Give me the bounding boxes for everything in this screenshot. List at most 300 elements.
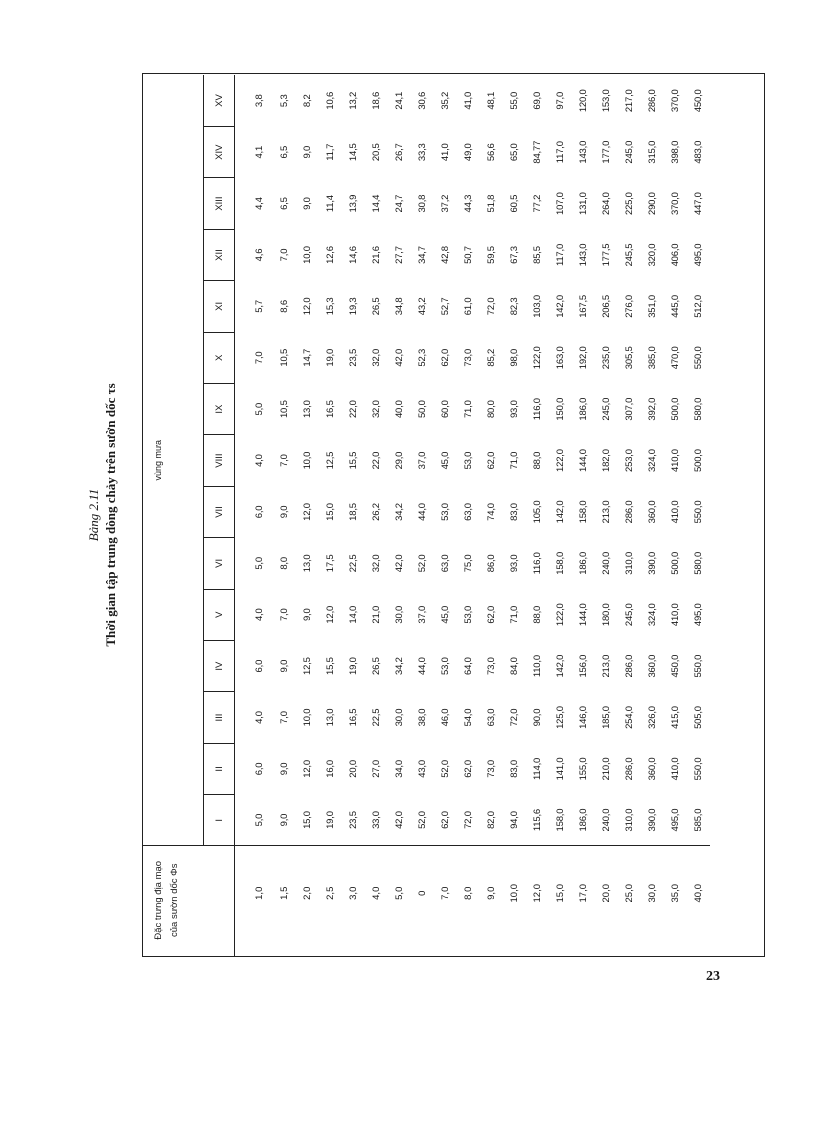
value-cell: 6,0 [253, 762, 265, 776]
value-cell: 63,0 [440, 554, 451, 573]
table-row [526, 75, 549, 956]
value-cell: 116,0 [532, 398, 543, 421]
value-cell: 4,1 [253, 145, 265, 159]
value-cell: 9,0 [279, 813, 290, 827]
value-cell: 75,0 [463, 554, 474, 573]
value-cell: 10,0 [302, 246, 313, 264]
value-cell: 41,0 [440, 143, 451, 162]
value-cell: 286,0 [624, 757, 635, 781]
value-cell: 23,5 [348, 348, 359, 367]
value-cell: 88,0 [532, 451, 543, 470]
value-cell: 20,0 [348, 760, 359, 778]
value-cell: 286,0 [624, 654, 635, 678]
value-cell: 7,0 [279, 711, 290, 724]
value-cell: 33,3 [417, 143, 428, 162]
value-cell: 35,2 [440, 91, 451, 110]
value-cell: 73,0 [486, 760, 497, 778]
value-cell: 4,0 [253, 454, 265, 467]
value-cell: 73,0 [486, 657, 497, 675]
value-cell: 86,0 [486, 554, 497, 573]
value-cell: 26,5 [371, 297, 382, 316]
value-cell: 9,0 [302, 197, 313, 210]
value-cell: 146,0 [578, 706, 589, 729]
value-cell: 26,2 [371, 503, 382, 521]
value-cell: 32,0 [371, 400, 382, 419]
value-cell: 26,5 [371, 657, 382, 675]
value-cell: 21,0 [371, 605, 382, 624]
value-cell: 310,0 [624, 551, 635, 575]
value-cell: 144,0 [578, 603, 589, 627]
table-row [388, 75, 411, 956]
value-cell: 235,0 [601, 346, 612, 370]
value-cell: 13,9 [348, 194, 359, 213]
value-cell: 4,0 [253, 711, 265, 724]
value-cell: 49,0 [463, 143, 474, 162]
value-cell: 186,0 [578, 551, 589, 575]
value-cell: 84,77 [532, 140, 543, 164]
data-table [143, 75, 710, 956]
value-cell: 225,0 [624, 192, 635, 216]
value-cell: 93,0 [509, 554, 520, 573]
value-cell: 73,0 [463, 348, 474, 367]
value-cell: 60,0 [440, 400, 451, 419]
value-cell: 55,0 [509, 91, 520, 110]
table-row [549, 75, 572, 956]
phi-cell: 40,0 [687, 846, 710, 956]
value-cell: 410,0 [670, 757, 681, 781]
corner-header [143, 846, 235, 956]
value-cell: 44,3 [463, 194, 474, 213]
value-cell: 14,7 [302, 348, 313, 367]
value-cell: 286,0 [647, 89, 658, 113]
value-cell: 43,0 [417, 760, 428, 778]
value-cell: 370,0 [670, 89, 681, 113]
rotated-page-content [85, 57, 765, 957]
value-cell: 10,0 [302, 708, 313, 727]
value-cell: 495,0 [693, 603, 704, 627]
value-cell: 177,0 [601, 140, 612, 164]
value-cell: 415,0 [670, 706, 681, 729]
value-cell: 11,7 [325, 143, 336, 161]
zone-column-header: V [204, 589, 235, 640]
value-cell: 217,0 [624, 89, 635, 113]
value-cell: 8,0 [279, 557, 290, 570]
value-cell: 85,5 [532, 246, 543, 264]
value-cell: 186,0 [578, 808, 589, 832]
value-cell: 495,0 [693, 243, 704, 267]
value-cell: 290,0 [647, 192, 658, 216]
value-cell: 580,0 [693, 551, 704, 575]
value-cell: 315,0 [647, 140, 658, 164]
value-cell: 4,4 [253, 197, 265, 210]
value-cell: 19,0 [325, 811, 336, 829]
table-row [342, 75, 365, 956]
value-cell: 52,7 [440, 297, 451, 316]
table-row [480, 75, 503, 956]
phi-cell: 12,0 [526, 846, 549, 956]
value-cell: 264,0 [601, 192, 612, 216]
value-cell: 125,0 [555, 706, 566, 729]
phi-cell: 15,0 [549, 846, 572, 956]
value-cell: 206,5 [601, 295, 612, 318]
zone-column-header: VII [204, 486, 235, 537]
value-cell: 360,0 [647, 757, 658, 781]
value-cell: 14,5 [348, 143, 359, 162]
value-cell: 324,0 [647, 449, 658, 472]
value-cell: 142,0 [555, 654, 566, 678]
value-cell: 105,0 [532, 500, 543, 524]
value-cell: 56,6 [486, 143, 497, 162]
table-row [664, 75, 687, 956]
value-cell: 512,0 [693, 295, 704, 318]
table-row [457, 75, 480, 956]
table-title: Thời gian tập trung dòng chảy trên sườn dốc τs [103, 383, 118, 647]
value-cell: 11,4 [325, 195, 336, 213]
value-cell: 9,0 [279, 762, 290, 776]
zone-column-header: IV [204, 640, 235, 691]
value-cell: 41,0 [463, 91, 474, 110]
value-cell: 360,0 [647, 500, 658, 524]
phi-cell: 30,0 [641, 846, 664, 956]
value-cell: 245,0 [601, 397, 612, 421]
table-row [434, 75, 457, 956]
value-cell: 445,0 [670, 295, 681, 318]
value-cell: 24,1 [394, 91, 405, 110]
value-cell: 20,5 [371, 143, 382, 162]
value-cell: 500,0 [693, 449, 704, 472]
value-cell: 410,0 [670, 449, 681, 472]
zone-column-header: XIII [204, 178, 235, 229]
value-cell: 495,0 [670, 808, 681, 832]
page-number: 23 [706, 969, 720, 984]
value-cell: 385,0 [647, 346, 658, 370]
value-cell: 5,0 [253, 402, 265, 416]
table-row [595, 75, 618, 956]
value-cell: 470,0 [670, 346, 681, 370]
value-cell: 34,0 [394, 760, 405, 778]
table-row [411, 75, 434, 956]
value-cell: 59,5 [486, 246, 497, 264]
value-cell: 42,0 [394, 811, 405, 829]
value-cell: 37,0 [417, 451, 428, 470]
value-cell: 72,0 [463, 811, 474, 829]
zone-column-header: III [204, 692, 235, 743]
value-cell: 585,0 [693, 808, 704, 832]
value-cell: 500,0 [670, 397, 681, 421]
value-cell: 97,0 [555, 91, 566, 110]
zone-column-header: XI [204, 281, 235, 332]
phi-cell: 9,0 [480, 846, 503, 956]
value-cell: 158,0 [555, 551, 566, 575]
value-cell: 122,0 [532, 346, 543, 370]
value-cell: 22,5 [348, 554, 359, 573]
value-cell: 50,7 [463, 246, 474, 264]
phi-cell: 3,0 [342, 846, 365, 956]
value-cell: 93,0 [509, 400, 520, 419]
value-cell: 410,0 [670, 603, 681, 627]
value-cell: 141,0 [555, 757, 566, 781]
value-cell: 144,0 [578, 449, 589, 472]
value-cell: 370,0 [670, 192, 681, 216]
value-cell: 88,0 [532, 605, 543, 624]
value-cell: 18,6 [371, 91, 382, 110]
value-cell: 447,0 [693, 192, 704, 216]
value-cell: 6,5 [279, 197, 290, 210]
value-cell: 142,0 [555, 295, 566, 318]
value-cell: 155,0 [578, 757, 589, 781]
value-cell: 61,0 [463, 297, 474, 316]
value-cell: 46,0 [440, 708, 451, 727]
value-cell: 13,0 [302, 554, 313, 573]
value-cell: 67,3 [509, 246, 520, 264]
value-cell: 34,7 [417, 246, 428, 264]
value-cell: 30,6 [417, 91, 428, 110]
value-cell: 110,0 [532, 655, 543, 678]
value-cell: 276,0 [624, 295, 635, 318]
value-cell: 324,0 [647, 603, 658, 627]
value-cell: 19,0 [348, 657, 359, 675]
value-cell: 62,0 [463, 760, 474, 778]
corner-header-line1: Đặc trưng địa mạo [153, 860, 164, 940]
value-cell: 94,0 [509, 811, 520, 829]
value-cell: 360,0 [647, 654, 658, 678]
phi-cell: 0 [411, 846, 434, 956]
phi-cell: 1,5 [273, 846, 296, 956]
value-cell: 14,0 [348, 605, 359, 624]
phi-cell: 17,0 [572, 846, 595, 956]
value-cell: 4,0 [253, 608, 265, 622]
phi-cell: 5,0 [388, 846, 411, 956]
value-cell: 60,5 [509, 194, 520, 213]
zone-column-header: VIII [204, 435, 235, 486]
value-cell: 180,0 [601, 603, 612, 627]
value-cell: 30,0 [394, 708, 405, 727]
value-cell: 7,0 [253, 351, 265, 365]
value-cell: 450,0 [693, 89, 704, 113]
value-cell: 12,0 [302, 760, 313, 778]
table-row [641, 75, 664, 956]
value-cell: 37,2 [440, 194, 451, 213]
value-cell: 33,0 [371, 811, 382, 829]
value-cell: 40,0 [394, 400, 405, 419]
value-cell: 156,0 [578, 654, 589, 678]
value-cell: 450,0 [670, 654, 681, 678]
value-cell: 63,0 [463, 503, 474, 521]
zone-column-header: XV [204, 75, 235, 127]
value-cell: 398,0 [670, 140, 681, 164]
phi-cell: 20,0 [595, 846, 618, 956]
zone-column-header: II [204, 743, 235, 794]
value-cell: 150,0 [555, 397, 566, 421]
value-cell: 107,0 [555, 192, 566, 216]
value-cell: 38,0 [417, 708, 428, 727]
value-cell: 14,6 [348, 246, 359, 264]
value-cell: 52,0 [417, 554, 428, 573]
table-row [618, 75, 641, 956]
zone-column-header: X [204, 332, 235, 383]
value-cell: 103,0 [532, 295, 543, 318]
value-cell: 12,5 [302, 657, 313, 675]
value-cell: 5,3 [279, 94, 290, 108]
table-row [687, 75, 710, 956]
table-row [273, 75, 296, 956]
value-cell: 114,0 [532, 757, 543, 780]
value-cell: 15,5 [325, 657, 336, 675]
value-cell: 550,0 [693, 654, 704, 678]
value-cell: 15,0 [302, 811, 313, 829]
value-cell: 82,0 [486, 811, 497, 829]
value-cell: 48,1 [486, 91, 497, 110]
value-cell: 27,7 [394, 246, 405, 264]
zone-column-header: XIV [204, 127, 235, 178]
value-cell: 15,5 [348, 451, 359, 470]
value-cell: 307,0 [624, 397, 635, 421]
value-cell: 64,0 [463, 657, 474, 675]
phi-cell: 10,0 [503, 846, 526, 956]
value-cell: 158,0 [578, 500, 589, 524]
value-cell: 45,0 [440, 605, 451, 624]
value-cell: 45,0 [440, 451, 451, 470]
value-cell: 410,0 [670, 500, 681, 524]
value-cell: 10,5 [279, 400, 290, 419]
value-cell: 10,6 [325, 91, 336, 110]
value-cell: 143,0 [578, 243, 589, 267]
zone-header: vùng mưa [153, 439, 163, 481]
value-cell: 8,2 [302, 94, 313, 108]
value-cell: 8,6 [279, 300, 290, 313]
value-cell: 213,0 [601, 654, 612, 678]
value-cell: 240,0 [601, 808, 612, 832]
value-cell: 580,0 [693, 397, 704, 421]
value-cell: 14,4 [371, 194, 382, 213]
table-row [235, 75, 274, 956]
value-cell: 254,0 [624, 706, 635, 729]
zone-column-header: I [204, 795, 235, 846]
value-cell: 71,0 [509, 605, 520, 624]
phi-cell: 25,0 [618, 846, 641, 956]
value-cell: 53,0 [440, 503, 451, 521]
value-cell: 390,0 [647, 808, 658, 832]
value-cell: 245,0 [624, 603, 635, 627]
value-cell: 13,0 [325, 708, 336, 727]
value-cell: 5,0 [253, 813, 265, 827]
value-cell: 62,0 [486, 451, 497, 470]
value-cell: 50,0 [417, 400, 428, 419]
table-row [503, 75, 526, 956]
value-cell: 17,5 [325, 554, 336, 573]
value-cell: 42,0 [394, 348, 405, 367]
value-cell: 116,0 [532, 552, 543, 575]
value-cell: 51,8 [486, 194, 497, 213]
value-cell: 85,2 [486, 348, 497, 367]
value-cell: 53,0 [463, 451, 474, 470]
value-cell: 63,0 [486, 708, 497, 727]
value-cell: 90,0 [532, 708, 543, 727]
value-cell: 62,0 [440, 348, 451, 367]
value-cell: 6,5 [279, 145, 290, 159]
value-cell: 185,0 [601, 706, 612, 729]
phi-cell: 2,5 [319, 846, 342, 956]
value-cell: 9,0 [302, 608, 313, 622]
value-cell: 12,0 [302, 297, 313, 316]
value-cell: 71,0 [509, 451, 520, 470]
value-cell: 12,6 [325, 246, 336, 264]
value-cell: 240,0 [601, 551, 612, 575]
value-cell: 9,0 [279, 659, 290, 673]
value-cell: 52,0 [417, 811, 428, 829]
value-cell: 5,0 [253, 557, 265, 570]
value-cell: 142,0 [555, 500, 566, 524]
table-frame [142, 73, 765, 957]
value-cell: 71,0 [463, 400, 474, 419]
value-cell: 13,0 [302, 400, 313, 419]
value-cell: 6,0 [253, 505, 265, 519]
value-cell: 7,0 [279, 608, 290, 622]
value-cell: 44,0 [417, 503, 428, 521]
value-cell: 22,0 [348, 400, 359, 419]
value-cell: 27,0 [371, 760, 382, 778]
value-cell: 305,5 [624, 346, 635, 370]
table-row [296, 75, 319, 956]
value-cell: 5,7 [253, 300, 265, 313]
value-cell: 83,0 [509, 503, 520, 521]
value-cell: 19,0 [325, 348, 336, 367]
value-cell: 505,0 [693, 706, 704, 729]
value-cell: 392,0 [647, 397, 658, 421]
value-cell: 13,2 [348, 91, 359, 110]
value-cell: 22,0 [371, 451, 382, 470]
phi-cell: 35,0 [664, 846, 687, 956]
value-cell: 22,5 [371, 708, 382, 727]
zone-column-header: XII [204, 229, 235, 280]
value-cell: 153,0 [601, 89, 612, 113]
value-cell: 83,0 [509, 760, 520, 778]
value-cell: 9,0 [279, 505, 290, 519]
value-cell: 82,3 [509, 297, 520, 316]
value-cell: 10,0 [302, 451, 313, 470]
value-cell: 253,0 [624, 449, 635, 472]
phi-cell: 2,0 [296, 846, 319, 956]
zone-column-header: VI [204, 538, 235, 589]
value-cell: 6,0 [253, 659, 265, 673]
value-cell: 158,0 [555, 808, 566, 832]
value-cell: 12,0 [325, 605, 336, 624]
value-cell: 16,0 [325, 760, 336, 778]
value-cell: 351,0 [647, 295, 658, 318]
value-cell: 37,0 [417, 605, 428, 624]
value-cell: 131,0 [578, 192, 589, 216]
value-cell: 26,7 [394, 143, 405, 162]
value-cell: 12,0 [302, 503, 313, 521]
table-row [365, 75, 388, 956]
value-cell: 117,0 [555, 243, 566, 267]
value-cell: 4,6 [253, 248, 265, 262]
value-cell: 62,0 [440, 811, 451, 829]
value-cell: 32,0 [371, 554, 382, 573]
value-cell: 10,5 [279, 348, 290, 367]
value-cell: 80,0 [486, 400, 497, 419]
value-cell: 16,5 [348, 708, 359, 727]
phi-cell: 1,0 [235, 846, 274, 956]
value-cell: 286,0 [624, 500, 635, 524]
value-cell: 163,0 [555, 346, 566, 370]
value-cell: 12,5 [325, 451, 336, 470]
value-cell: 550,0 [693, 500, 704, 524]
value-cell: 550,0 [693, 757, 704, 781]
zone-column-header: IX [204, 383, 235, 434]
value-cell: 32,0 [371, 348, 382, 367]
value-cell: 52,0 [440, 760, 451, 778]
